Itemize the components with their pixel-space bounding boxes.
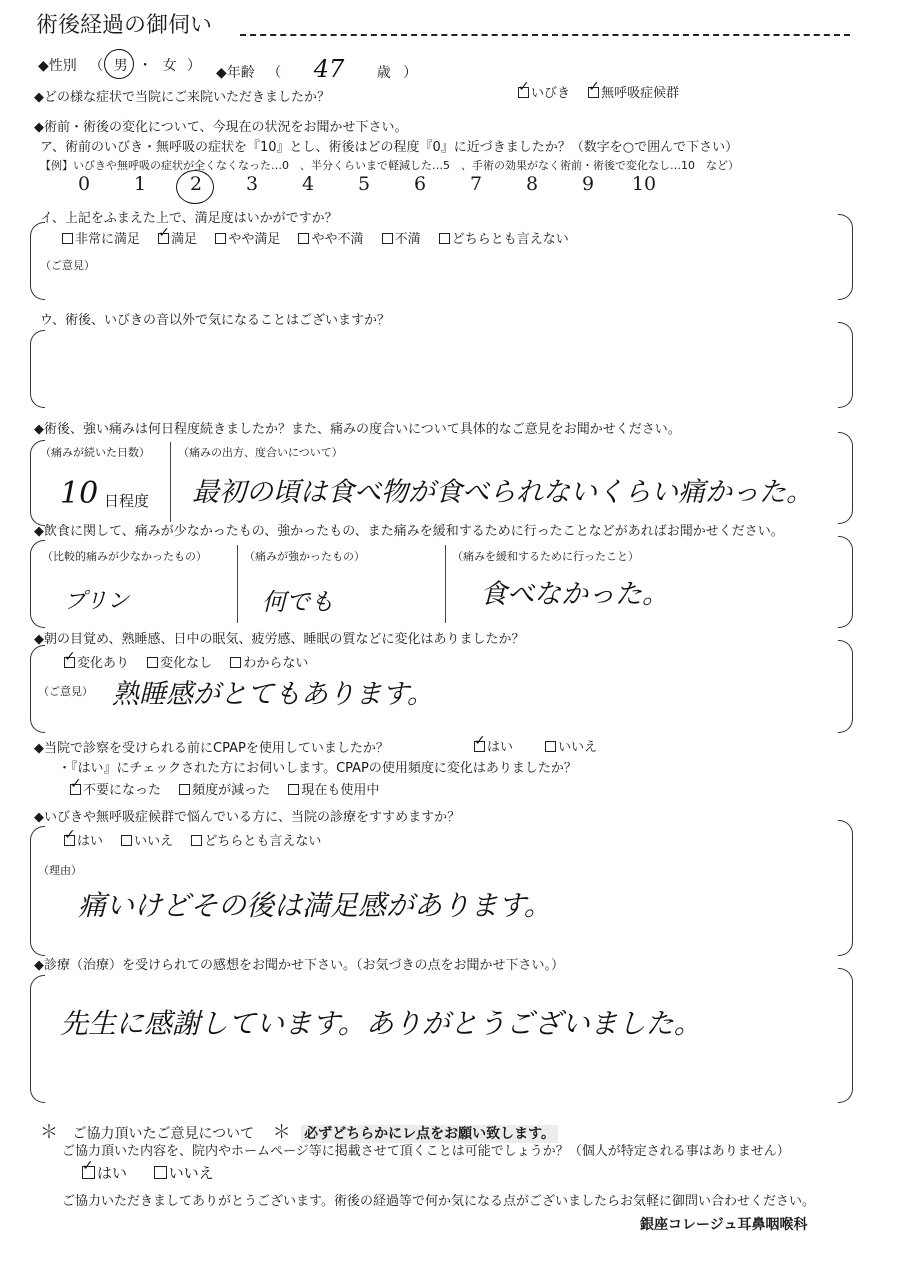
footer-option-no[interactable]: いいえ [154,1162,214,1183]
checkbox-icon [121,835,132,846]
scale-9[interactable]: 9 [581,173,595,195]
q5-bracket-left [30,440,45,526]
q9-answer[interactable]: 痛いけどその後は満足感があります。 [78,889,552,922]
checkbox-icon [64,835,75,846]
q2-scale [56,173,672,195]
q8-option-yes[interactable]: ✓ はい [474,736,513,755]
gender-label: ◆性別 [38,58,77,74]
q7-option-changed[interactable]: ✓変化あり [64,652,129,671]
scale-10[interactable]: 10 [631,173,657,195]
gender-selected-circle [104,49,134,79]
footer-question: ご協力頂いた内容を、院内やホームページ等に掲載させて頂くことは可能でしょうか？（個人が特定される事はありません） [62,1144,790,1159]
gender-female-option[interactable]: 女 [162,58,177,74]
age-label: ◆年齢 [216,65,255,81]
clinic-name: 銀座コレージュ耳鼻咽喉科 [640,1217,808,1233]
q1-options [518,82,693,101]
q2-text: ◆術前・術後の変化について、今現在の状況をお聞かせ下さい。 [34,120,408,135]
q3-text: イ、上記をふまえた上で、満足度はいかがですか？ [40,211,338,226]
checkbox-icon [545,741,556,752]
q9-bracket-left [30,826,45,956]
q6-divider-1 [237,545,238,623]
q3-option-very-satisfied[interactable]: 非常に満足 [62,228,140,247]
q7-text: ◆朝の目覚め、熟睡感、日中の眠気、疲労感、睡眠の質などに変化はありましたか？ [34,632,525,647]
q8-option-no[interactable]: いいえ [545,736,597,755]
q3-option-somewhat-dissatisfied[interactable]: やや不満 [298,228,363,247]
q2-example: 【例】いびきや無呼吸の症状が全くなくなった…0 、半分くらいまで軽減した…5 、手術の効果がなく術前・術後で変化なし…10 など） [40,159,739,172]
checkbox-icon [215,233,226,244]
q4-bracket-right [838,322,853,408]
q3-bracket-left [30,222,45,300]
q3-options [62,228,583,247]
q8-sub-option-still-using[interactable]: 現在も使用中 [288,779,379,798]
q7-bracket-right [838,640,853,733]
q6-col3-label: （痛みを緩和するために行ったこと） [452,550,639,563]
q5-bracket-right [838,432,853,524]
footer-star-1: ＊ [40,1122,58,1143]
q5-detail-answer[interactable]: 最初の頃は食べ物が食べられないくらい痛かった。 [192,477,813,508]
age-row [216,55,417,83]
checkbox-icon [588,87,599,98]
q1-text: ◆どの様な症状で当院にご来院いただきましたか？ [34,90,330,105]
q6-col1-answer[interactable]: プリン [64,589,130,614]
age-unit: 歳 [376,65,391,81]
q5-days-label: （痛みが続いた日数） [40,446,150,459]
gender-close: ） [187,58,202,74]
q8-text: ◆当院で診察を受けられる前にCPAPを使用していましたか？ [34,741,389,756]
q10-bracket-left [30,975,45,1103]
scale-1[interactable]: 1 [133,173,147,195]
q3-option-dissatisfied[interactable]: 不満 [382,228,421,247]
checkbox-icon [82,1166,95,1179]
q5-days-unit: 日程度 [104,492,150,510]
checkbox-icon [147,657,158,668]
footer-options [82,1162,228,1183]
page-title: 術後経過の御伺い [36,13,213,38]
age-open: （ [267,65,282,81]
q10-answer[interactable]: 先生に感謝しています。ありがとうございました。 [60,1007,702,1040]
q8-sub-options [70,779,393,798]
q6-divider-2 [445,545,446,623]
checkbox-icon [179,784,190,795]
q7-answer[interactable]: 熟睡感がとてもあります。 [112,679,434,710]
q6-text: ◆飲食に関して、痛みが少なかったもの、強かったもの、また痛みを緩和するために行ったことなどがあればお聞かせください。 [34,524,784,539]
q9-option-no[interactable]: いいえ [121,830,173,849]
q2-selected-circle [176,170,214,204]
scale-2[interactable]: 2 [189,173,203,195]
scale-7[interactable]: 7 [469,173,483,195]
scale-8[interactable]: 8 [525,173,539,195]
q9-option-neither[interactable]: どちらとも言えない [191,830,321,849]
age-close: ） [403,65,418,81]
q2-sub-a: ア、術前のいびき・無呼吸の症状を『10』とし、術後はどの程度『0』に近づきましたか？（数字を○で囲んで下さい） [40,140,739,155]
gender-open: （ [89,58,104,74]
q7-options [64,652,322,671]
gender-separator: ・ [138,58,153,74]
q3-bracket-right [838,214,853,300]
q4-text: ウ、術後、いびきの音以外で気になることはございますか？ [40,313,390,328]
q6-bracket-right [838,536,853,628]
checkbox-icon [382,233,393,244]
checkbox-icon [474,741,485,752]
q6-bracket-left [30,540,45,628]
q6-col1-label: （比較的痛みが少なかったもの） [42,550,207,563]
title-divider [240,34,850,36]
checkbox-icon [439,233,450,244]
q5-divider [170,442,171,522]
checkbox-icon [64,657,75,668]
checkbox-icon [62,233,73,244]
scale-6[interactable]: 6 [413,173,427,195]
checkbox-icon [298,233,309,244]
checkbox-icon [158,233,169,244]
checkbox-icon [191,835,202,846]
q3-opinion-label: （ご意見） [40,259,95,272]
q5-days-value[interactable]: 10 [60,476,99,511]
q7-opinion-label: （ご意見） [38,685,93,698]
q9-reason-label: （理由） [38,864,82,877]
q8-sub-option-not-needed[interactable]: ✓不要になった [70,779,161,798]
q3-option-somewhat-satisfied[interactable]: やや満足 [215,228,280,247]
footer-thanks: ご協力いただきましてありがとうございます。術後の経過等で何か気になる点がございましたらお気軽に御問い合わせください。 [62,1194,815,1209]
gender-male-option[interactable]: 男 [113,58,128,74]
q6-col2-answer[interactable]: 何でも [262,588,334,616]
scale-4[interactable]: 4 [301,173,315,195]
q9-options [64,830,335,849]
scale-3[interactable]: 3 [245,173,259,195]
q5-detail-label: （痛みの出方、度合いについて） [178,446,343,459]
checkbox-icon [518,87,529,98]
q10-bracket-right [838,968,853,1103]
q1-option-snoring[interactable]: ✓ いびき [518,82,570,101]
q7-option-unknown[interactable]: わからない [230,652,308,671]
age-value[interactable]: 47 [313,55,345,83]
q8-options [474,736,611,755]
q7-option-unchanged[interactable]: 変化なし [147,652,212,671]
q6-col2-label: （痛みが強かったもの） [244,550,365,563]
checkbox-icon [154,1166,167,1179]
footer-option-yes[interactable]: ✓はい [82,1162,127,1183]
checkbox-icon [288,784,299,795]
q8-sub-option-reduced[interactable]: 頻度が減った [179,779,270,798]
q3-option-satisfied[interactable]: ✓ 満足 [158,228,197,247]
footer-star-2: ＊ [272,1122,291,1143]
scale-5[interactable]: 5 [357,173,371,195]
checkbox-icon [70,784,81,795]
q3-option-neither[interactable]: どちらとも言えない [439,228,569,247]
footer-heading: ご協力頂いたご意見について [72,1126,255,1142]
q4-bracket-left [30,330,45,408]
q5-text: ◆術後、強い痛みは何日程度続きましたか？また、痛みの度合いについて具体的なご意見をお聞かせください。 [34,422,681,437]
q1-option-apnea[interactable]: ✓ 無呼吸症候群 [588,82,679,101]
q6-col3-answer[interactable]: 食べなかった。 [480,579,669,610]
q9-bracket-right [838,820,853,956]
scale-0[interactable]: 0 [77,173,91,195]
q7-bracket-left [30,645,45,733]
q10-text: ◆診療（治療）を受けられての感想をお聞かせ下さい。（お気づきの点をお聞かせ下さい。） [34,958,564,973]
footer-note: 必ずどちらかにレ点をお願い致します。 [301,1125,558,1143]
q9-text: ◆いびきや無呼吸症候群で悩んでいる方に、当院の診療をすすめますか？ [34,810,461,825]
q9-option-yes[interactable]: ✓はい [64,830,103,849]
checkbox-icon [230,657,241,668]
q8-sub-text: ・『はい』にチェックされた方にお伺いします。CPAPの使用頻度に変化はありましたか？ [58,761,577,776]
